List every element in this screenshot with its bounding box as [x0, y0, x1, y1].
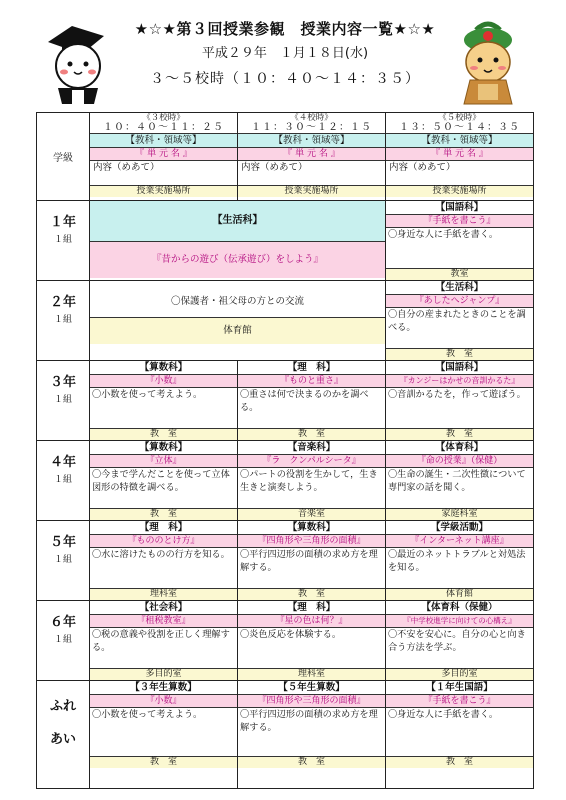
lesson-cell: 【５年生算数】 『四角形や三角形の面積』 〇平行四辺形の面積の求め方を理解する。 教 室 — [238, 681, 386, 789]
mascot-scholar-icon — [42, 22, 114, 106]
lesson-cell: 【３年生算数】 『小数』 〇小数を使って考えよう。 教 室 — [90, 681, 238, 789]
grade-cell-6: ６年 １組 — [37, 601, 90, 681]
mascot-acorn-icon — [452, 18, 524, 108]
event-date: 平成２９年 １月１８日(水) — [201, 46, 369, 61]
page-title: ★☆★第３回授業参観 授業内容一覧★☆★ — [134, 20, 436, 38]
lesson-cell: 【学級活動】 『インターネット講座』 〇最近のネットトラブルと対処法を知る。 体育館 — [386, 521, 534, 601]
lesson-cell: 【算数科】 『立体』 〇今まで学んだことを使って立体図形の特徴を調べる。 教 室 — [90, 441, 238, 521]
lesson-cell: 【国語科】 『手紙を書こう』 〇身近な人に手紙を書く。 教室 — [386, 201, 534, 281]
lesson-cell: 【理 科】 『もののとけ方』 〇水に溶けたものの行方を知る。 理科室 — [90, 521, 238, 601]
table-row — [37, 201, 534, 281]
table-row — [37, 281, 534, 361]
table-row — [37, 601, 534, 681]
grade-cell-5: ５年 １組 — [37, 521, 90, 601]
page-header — [0, 0, 566, 112]
period4-header: 《４校時》 １１：３０～１２：１５ 【教科・領域等】 『 単 元 名 』 内容（めあて） 授業実施場所 — [238, 113, 386, 201]
table-row — [37, 521, 534, 601]
lesson-cell: 【生活科】 『あしたへジャンプ』 〇自分の産まれたときのことを調べる。 教 室 — [386, 281, 534, 361]
period3-header: 《３校時》 １０：４０～１１：２５ 【教科・領域等】 『 単 元 名 』 内容（めあて） 授業実施場所 — [90, 113, 238, 201]
grade-cell-fureai: ふれ あい — [37, 681, 90, 789]
lesson-cell: 【音楽科】 『ラ クンパルシータ』 〇パートの役割を生かして，生き生きと演奏しよう。 音楽室 — [238, 441, 386, 521]
grade-cell-1: １年 １組 — [37, 201, 90, 281]
lesson-cell: 【１年生国語】 『手紙を書こう』 〇身近な人に手紙を書く。 教 室 — [386, 681, 534, 789]
lesson-cell: 【体育科（保健） 『中学校進学に向けての心構え』 〇不安を安心に。自分の心と向き合う方法を学ぶ。 多目的室 — [386, 601, 534, 681]
lesson-cell: 【国語科】 『カンジーはかせの音訓かるた』 〇音訓かるたを，作って遊ぼう。 教 室 — [386, 361, 534, 441]
lesson-cell: 【体育科】 『命の授業』（保健） 〇生命の誕生・二次性徴について専門家の話を聞く。 家庭科室 — [386, 441, 534, 521]
table-row — [37, 441, 534, 521]
merged-lesson-cell: 〇保護者・祖父母の方との交流 体育館 — [90, 281, 386, 361]
event-time: ３～５校時（１０：４０～１４：３５） — [150, 71, 420, 87]
grade-cell-4: ４年 １組 — [37, 441, 90, 521]
period5-header: 《５校時》 １３：５０～１４：３５ 【教科・領域等】 『 単 元 名 』 内容（めあて） 授業実施場所 — [386, 113, 534, 201]
lesson-cell: 【算数科】 『四角形や三角形の面積』 〇平行四辺形の面積の求め方を理解する。 教 室 — [238, 521, 386, 601]
grade-header-cell: 学級 — [37, 113, 90, 201]
lesson-cell: 【理 科】 『ものと重さ』 〇重さは何で決まるのかを調べる。 教 室 — [238, 361, 386, 441]
table-row — [37, 361, 534, 441]
merged-lesson-cell: 【生活科】 『昔からの遊び（伝承遊び）をしよう』 — [90, 201, 386, 281]
table-header-row — [37, 113, 534, 201]
lesson-cell: 【算数科】 『小数』 〇小数を使って考えよう。 教 室 — [90, 361, 238, 441]
lesson-cell: 【理 科】 『星の色は何？』 〇炎色反応を体験する。 理科室 — [238, 601, 386, 681]
table-row — [37, 681, 534, 789]
grade-cell-3: ３年 １組 — [37, 361, 90, 441]
grade-cell-2: ２年 １組 — [37, 281, 90, 361]
lesson-cell: 【社会科】 『租税教室』 〇税の意義や役割を正しく理解する。 多目的室 — [90, 601, 238, 681]
schedule-table — [36, 112, 534, 789]
